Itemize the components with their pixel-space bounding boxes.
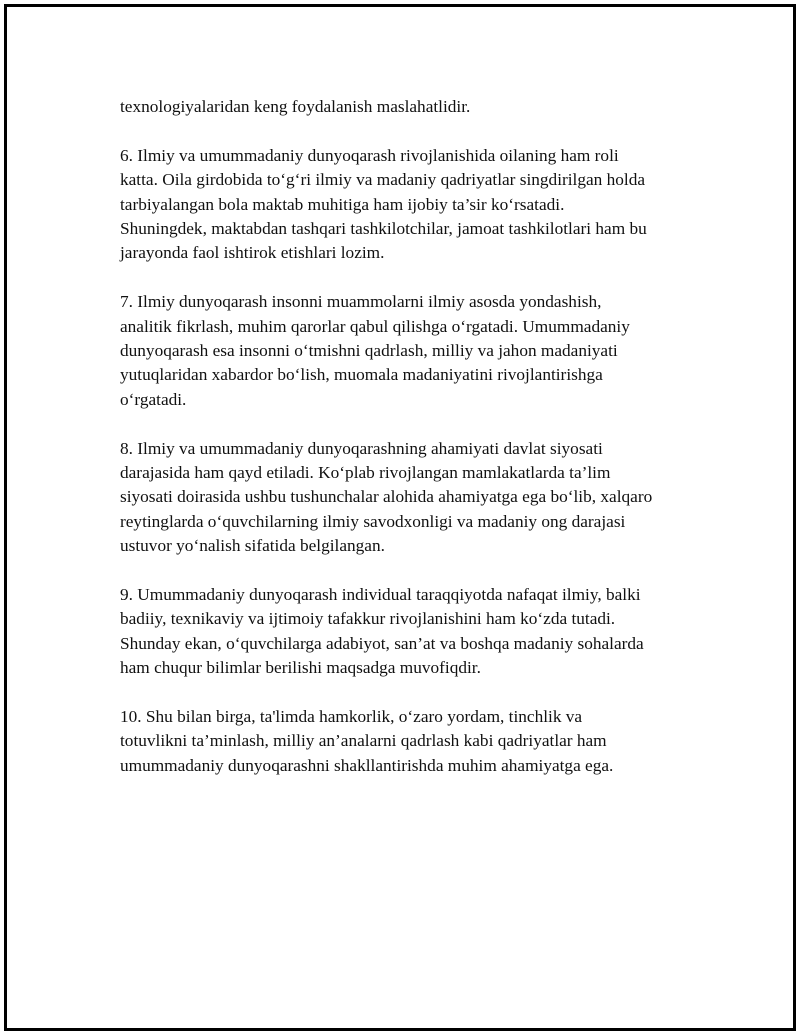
- text-line: reytinglarda o‘quvchilarning ilmiy savodxonligi va madaniy ong darajasi: [120, 511, 626, 531]
- text-line: ham chuqur bilimlar berilishi maqsadga muvofiqdir.: [120, 658, 481, 678]
- text-line: darajasida ham qayd etiladi. Ko‘plab rivojlangan mamlakatlarda ta’lim: [120, 463, 611, 483]
- text-line: tarbiyalangan bola maktab muhitiga ham ijobiy ta’sir ko‘rsatadi.: [120, 194, 565, 214]
- text-line: badiiy, texnikaviy va ijtimoiy tafakkur rivojlanishini ham ko‘zda tutadi.: [120, 609, 616, 629]
- text-line: 8. Ilmiy va umummadaniy dunyoqarashning ahamiyati davlat siyosati: [120, 438, 603, 458]
- paragraph-continuation: [120, 95, 710, 119]
- paragraph-6: [120, 144, 710, 266]
- text-line: 9. Umummadaniy dunyoqarash individual taraqqiyotda nafaqat ilmiy, balki: [120, 585, 641, 605]
- paragraph-7: [120, 290, 710, 412]
- text-line: 6. Ilmiy va umummadaniy dunyoqarash rivojlanishida oilaning ham roli: [120, 145, 619, 165]
- text-line: o‘rgatadi.: [120, 389, 187, 409]
- document-page: [4, 4, 796, 1031]
- text-line: yutuqlaridan xabardor bo‘lish, muomala madaniyatini rivojlantirishga: [120, 365, 603, 385]
- text-line: Shuningdek, maktabdan tashqari tashkilotchilar, jamoat tashkilotlari ham bu: [120, 219, 647, 239]
- text-line: katta. Oila girdobida to‘g‘ri ilmiy va madaniy qadriyatlar singdirilgan holda: [120, 170, 646, 190]
- paragraph-10: [120, 705, 710, 778]
- paragraph-8: [120, 437, 710, 559]
- text-line: Shunday ekan, o‘quvchilarga adabiyot, san’at va boshqa madaniy sohalarda: [120, 633, 644, 653]
- paragraph-9: [120, 583, 710, 681]
- text-line: totuvlikni ta’minlash, milliy an’analarni qadrlash kabi qadriyatlar ham: [120, 731, 607, 751]
- text-line: jarayonda faol ishtirok etishlari lozim.: [120, 243, 385, 263]
- text-line: analitik fikrlash, muhim qarorlar qabul qilishga o‘rgatadi. Umummadaniy: [120, 316, 630, 336]
- text-line: texnologiyalaridan keng foydalanish maslahatlidir.: [120, 97, 471, 116]
- text-line: umummadaniy dunyoqarashni shakllantirishda muhim ahamiyatga ega.: [120, 755, 614, 775]
- text-line: 10. Shu bilan birga, ta'limda hamkorlik, o‘zaro yordam, tinchlik va: [120, 707, 583, 727]
- text-line: siyosati doirasida ushbu tushunchalar alohida ahamiyatga ega bo‘lib, xalqaro: [120, 487, 653, 507]
- text-line: 7. Ilmiy dunyoqarash insonni muammolarni ilmiy asosda yondashish,: [120, 292, 602, 312]
- text-line: dunyoqarash esa insonni o‘tmishni qadrlash, milliy va jahon madaniyati: [120, 341, 618, 361]
- document-body: [120, 95, 710, 778]
- text-line: ustuvor yo‘nalish sifatida belgilangan.: [120, 536, 385, 556]
